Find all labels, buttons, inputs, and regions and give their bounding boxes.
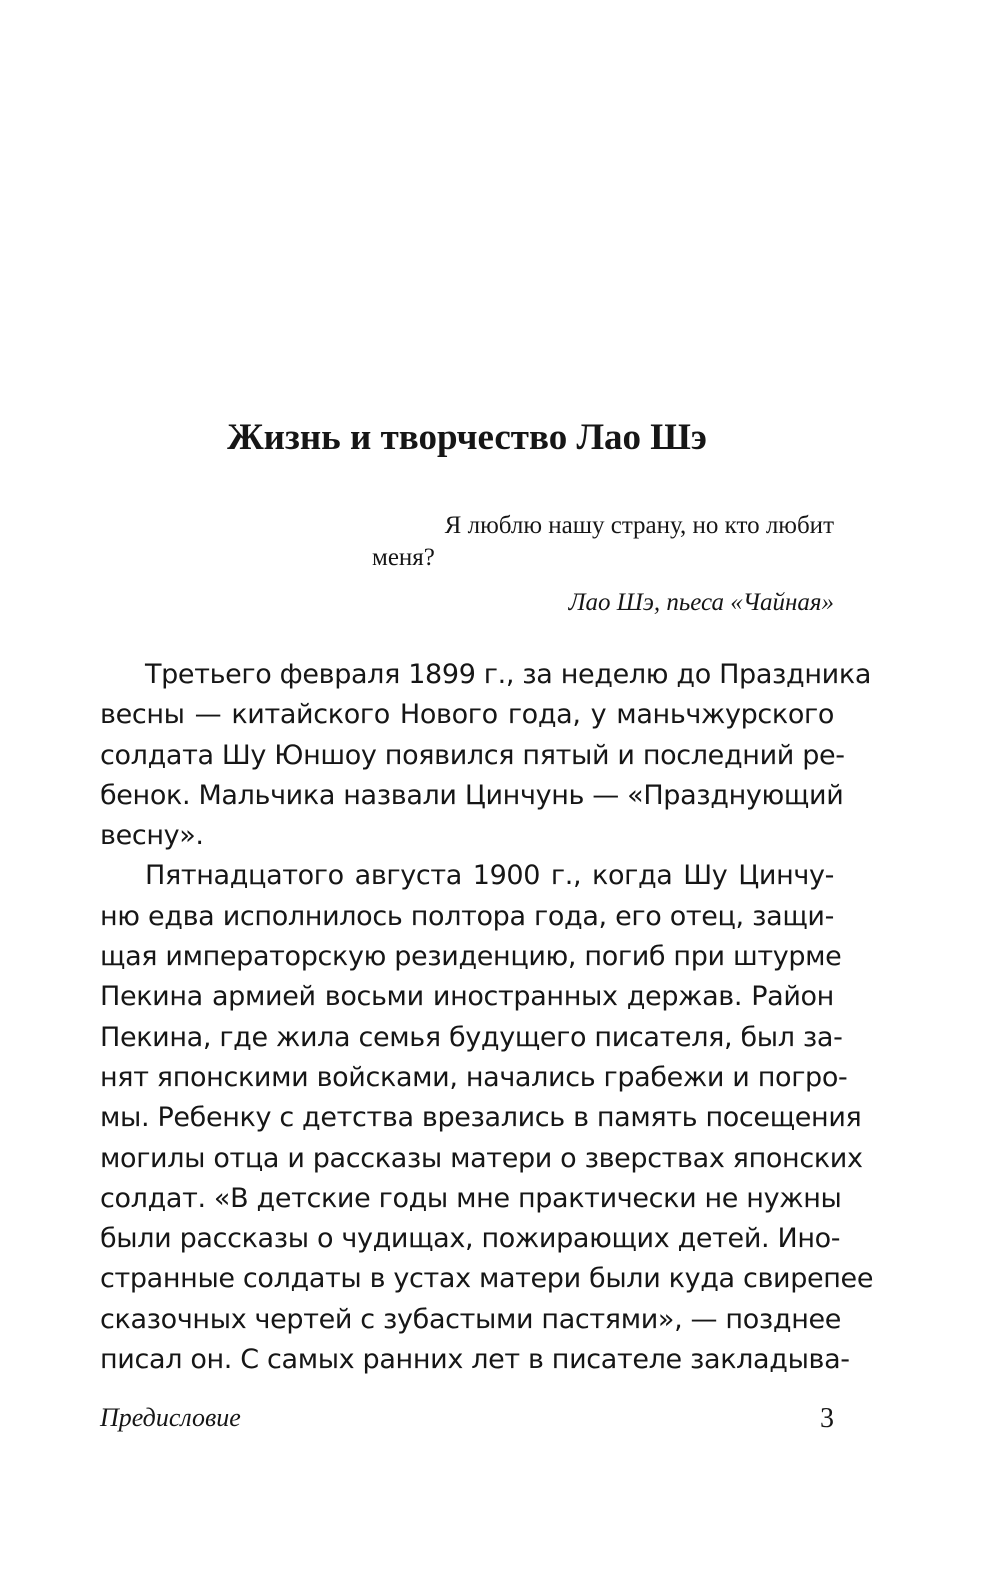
text-line: весны — китайского Нового года, у маньчжурского [100, 699, 834, 731]
text-line: могилы отца и рассказы матери о зверствах японских [100, 1142, 863, 1174]
text-line: Пекина армией восьми иностранных держав. Район [100, 981, 834, 1013]
page-footer [100, 1403, 834, 1443]
text-line: были рассказы о чудищах, пожирающих детей. Ино- [100, 1223, 841, 1255]
text-line: Третьего февраля 1899 г., за неделю до Праздника [145, 659, 872, 690]
text-line: Пекина, где жила семья будущего писателя, был за- [100, 1021, 843, 1053]
text-line: странные солдаты в устах матери были куда свирепее [100, 1263, 874, 1295]
chapter-title: Жизнь и творчество Лао Шэ [227, 417, 707, 458]
text-line: нят японскими войсками, начались грабежи и погро- [100, 1061, 848, 1093]
paragraph [100, 856, 874, 1380]
epigraph-source: Лао Шэ, пьеса «Чайная» [568, 589, 834, 616]
epigraph [372, 510, 834, 620]
paragraph [100, 655, 872, 856]
body-text [100, 655, 874, 1380]
text-line: писал он. С самых ранних лет в писателе закладыва- [100, 1344, 850, 1376]
text-line: щая императорскую резиденцию, погиб при штурме [100, 941, 842, 973]
text-line: весну». [100, 820, 204, 852]
text-line: Пятнадцатого августа 1900 г., когда Шу Цинчу- [145, 860, 834, 892]
epigraph-line: меня? [372, 544, 435, 571]
page-number: 3 [820, 1403, 834, 1434]
text-line: мы. Ребенку с детства врезались в память посещения [100, 1102, 862, 1134]
text-line: солдата Шу Юншоу появился пятый и последний ре- [100, 739, 845, 771]
text-line: бенок. Мальчика назвали Цинчунь — «Празднующий [100, 779, 844, 811]
text-line: ню едва исполнилось полтора года, его отец, защи- [100, 900, 834, 932]
text-line: солдат. «В детские годы мне практически не нужны [100, 1182, 842, 1214]
epigraph-line: Я люблю нашу страну, но кто любит [444, 512, 834, 539]
running-footer-section: Предисловие [100, 1403, 241, 1432]
text-line: сказочных чертей с зубастыми пастями», — позднее [100, 1303, 842, 1335]
